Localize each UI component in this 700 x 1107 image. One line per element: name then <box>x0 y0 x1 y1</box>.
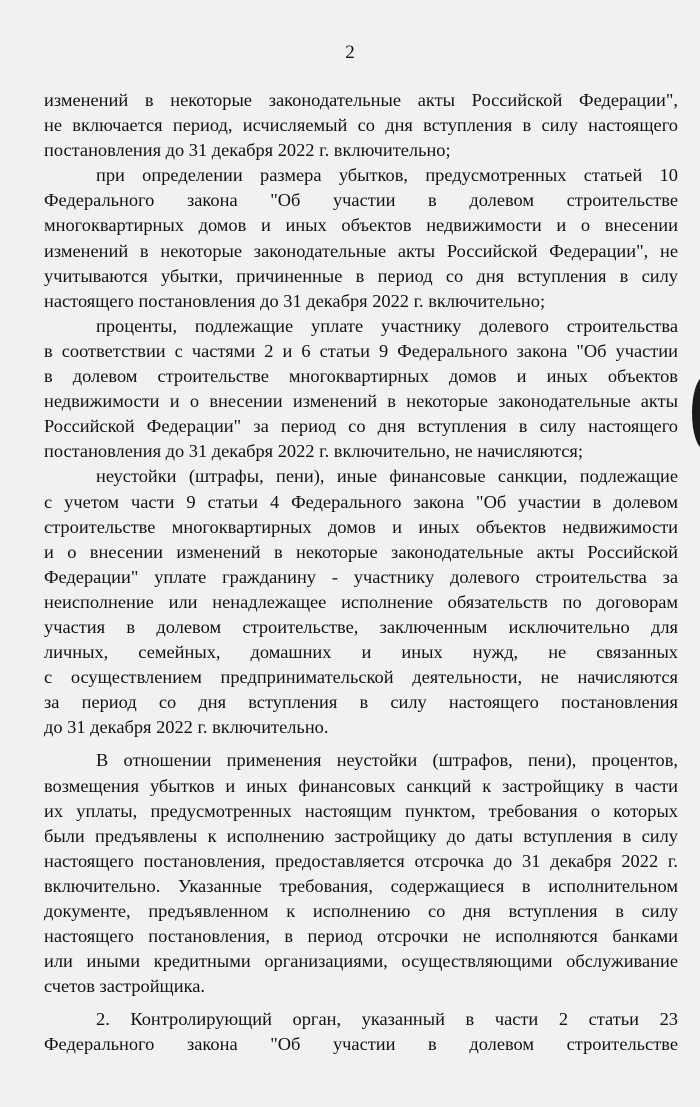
text-line: за период со дня вступления в силу настоящего постановления <box>44 692 678 713</box>
text-line: проценты, подлежащие уплате участнику долевого строительства <box>96 315 678 336</box>
text-line: до 31 декабря 2022 г. включительно. <box>44 717 329 738</box>
text-line: их уплаты, предусмотренных настоящим пунктом, требования о которых <box>44 800 678 821</box>
text-line: и о внесении изменений в некоторые законодательные акты Российской <box>44 541 678 562</box>
text-line: В отношении применения неустойки (штрафов, пени), процентов, <box>96 750 678 771</box>
text-line: Российской Федерации" за период со дня вступления в силу настоящего <box>44 416 678 437</box>
page-edge-shadow <box>692 376 700 450</box>
text-line: постановления до 31 декабря 2022 г. включительно; <box>44 140 451 161</box>
text-line: недвижимости и о внесении изменений в некоторые законодательные акты <box>44 391 678 412</box>
document-body <box>44 88 678 1058</box>
text-line: неисполнение или ненадлежащее исполнение обязательств по договорам <box>44 591 678 612</box>
text-line: участия в долевом строительстве, заключенным исключительно для <box>44 616 678 637</box>
text-line: строительстве многоквартирных домов и иных объектов недвижимости <box>44 516 678 537</box>
text-line: не включается период, исчисляемый со дня вступления в силу настоящего <box>44 115 678 136</box>
text-line: изменений в некоторые законодательные акты Российской Федерации", не <box>44 240 678 261</box>
text-line: возмещения убытков и иных финансовых санкций к застройщику в части <box>44 775 678 796</box>
text-line: постановления до 31 декабря 2022 г. включительно, не начисляются; <box>44 441 583 462</box>
text-line: многоквартирных домов и иных объектов недвижимости и о внесении <box>44 215 678 236</box>
text-line: при определении размера убытков, предусмотренных статьей 10 <box>96 165 678 186</box>
text-line: Федерации" уплате гражданину - участнику долевого строительства за <box>44 566 678 587</box>
text-line: изменений в некоторые законодательные акты Российской Федерации", <box>44 90 678 110</box>
text-line: Федерального закона "Об участии в долевом строительстве <box>44 1034 678 1055</box>
text-line: настоящего постановления, предоставляется отсрочка до 31 декабря 2022 г. <box>44 850 678 871</box>
text-line: включительно. Указанные требования, содержащиеся в исполнительном <box>44 875 678 896</box>
text-line: учитываются убытки, причиненные в период со дня вступления в силу <box>44 265 678 286</box>
text-line: счетов застройщика. <box>44 976 205 997</box>
text-line: были предъявлены к исполнению застройщику до даты вступления в силу <box>44 825 678 846</box>
text-line: настоящего постановления до 31 декабря 2022 г. включительно; <box>44 290 546 311</box>
text-line: Федерального закона "Об участии в долевом строительстве <box>44 190 678 211</box>
text-line: с учетом части 9 статьи 4 Федерального закона "Об участии в долевом <box>44 491 678 512</box>
text-line: неустойки (штрафы, пени), иные финансовые санкции, подлежащие <box>96 466 678 487</box>
page-number: 2 <box>345 42 355 63</box>
text-line: документе, предъявленном к исполнению со дня вступления в силу <box>44 901 678 921</box>
text-line: настоящего постановления, в период отсрочки не исполняются банками <box>44 926 678 947</box>
text-line: 2. Контролирующий орган, указанный в части 2 статьи 23 <box>96 1009 678 1030</box>
text-line: или иными кредитными организациями, осуществляющими обслуживание <box>44 951 678 972</box>
text-line: личных, семейных, домашних и иных нужд, не связанных <box>44 642 678 663</box>
text-line: в соответствии с частями 2 и 6 статьи 9 Федерального закона "Об участии <box>44 340 678 361</box>
text-line: в долевом строительстве многоквартирных домов и иных объектов <box>44 366 678 387</box>
text-line: с осуществлением предпринимательской деятельности, не начисляются <box>44 667 678 688</box>
